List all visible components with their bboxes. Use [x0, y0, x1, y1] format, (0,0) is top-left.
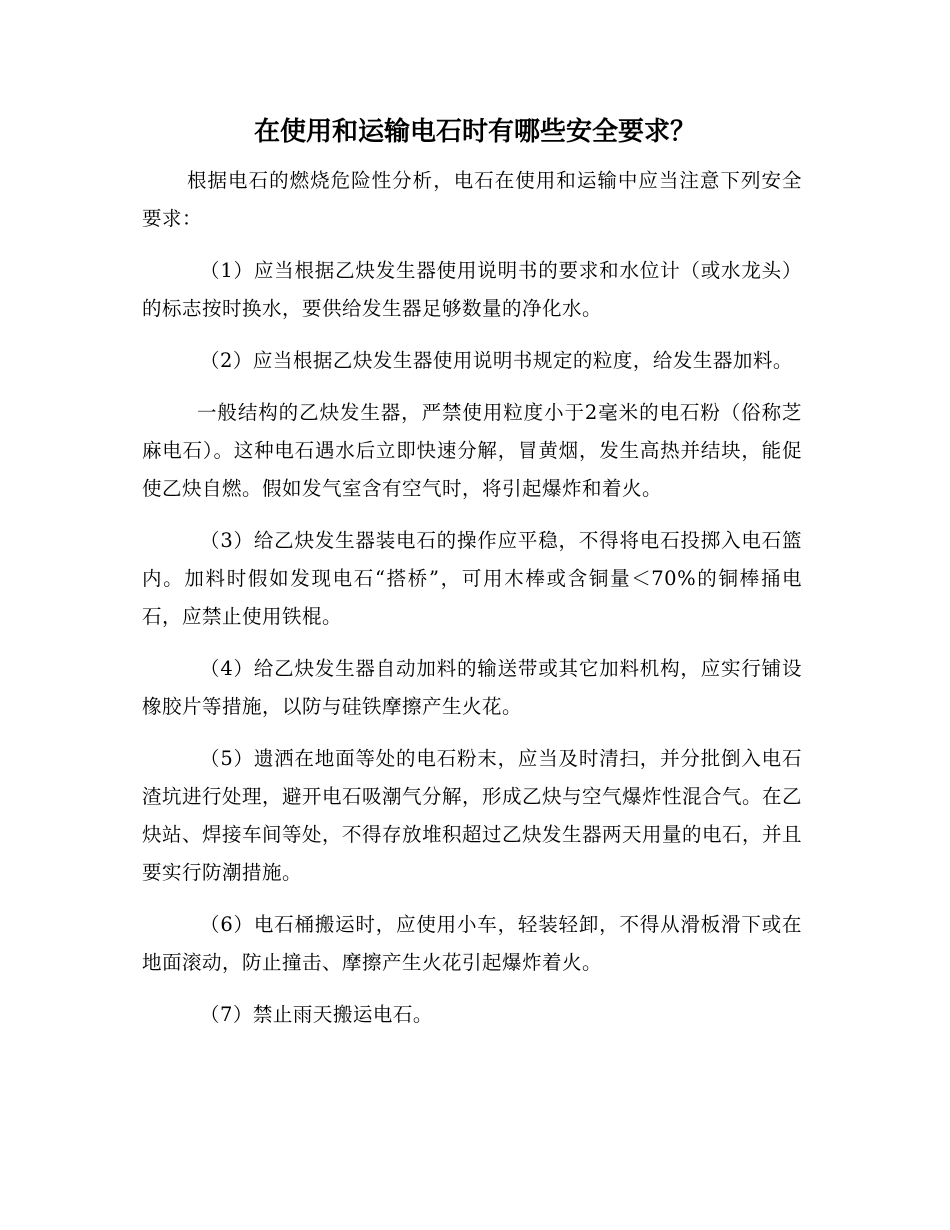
- requirement-1-paragraph: （1）应当根据乙炔发生器使用说明书的要求和水位计（或水龙头）的标志按时换水，要供给发生器足够数量的净化水。: [142, 259, 802, 320]
- particle-size-note-paragraph: 一般结构的乙炔发生器，严禁使用粒度小于2毫米的电石粉（俗称芝麻电石）。这种电石遇水后立即快速分解，冒黄烟，发生高热并结块，能促使乙炔自燃。假如发气室含有空气时，将引起爆炸和着火。: [142, 401, 802, 500]
- document-body: [142, 162, 802, 1048]
- requirement-7-paragraph: （7）禁止雨天搬运电石。: [200, 1003, 433, 1026]
- requirement-6-paragraph: （6）电石桶搬运时，应使用小车，轻装轻卸，不得从滑板滑下或在地面滚动，防止撞击、摩擦产生火花引起爆炸着火。: [142, 913, 802, 974]
- requirement-5-paragraph: （5）遗洒在地面等处的电石粉末，应当及时清扫，并分批倒入电石渣坑进行处理，避开电石吸潮气分解，形成乙炔与空气爆炸性混合气。在乙炔站、焊接车间等处，不得存放堆积超过乙炔发生器两天用量的电石，并且要实行防潮措施。: [142, 747, 803, 884]
- page-title: 在使用和运输电石时有哪些安全要求？: [253, 117, 696, 147]
- intro-paragraph: 根据电石的燃烧危险性分析，电石在使用和运输中应当注意下列安全要求：: [142, 169, 802, 230]
- requirement-4-paragraph: （4）给乙炔发生器自动加料的输送带或其它加料机构，应实行铺设橡胶片等措施，以防与硅铁摩擦产生火花。: [142, 657, 802, 718]
- requirement-3-paragraph: （3）给乙炔发生器装电石的操作应平稳，不得将电石投掷入电石篮内。加料时假如发现电石“搭桥”，可用木棒或含铜量＜70%的铜棒捅电石，应禁止使用铁棍。: [142, 529, 802, 628]
- requirement-2-paragraph: （2）应当根据乙炔发生器使用说明书规定的粒度，给发生器加料。: [200, 349, 793, 372]
